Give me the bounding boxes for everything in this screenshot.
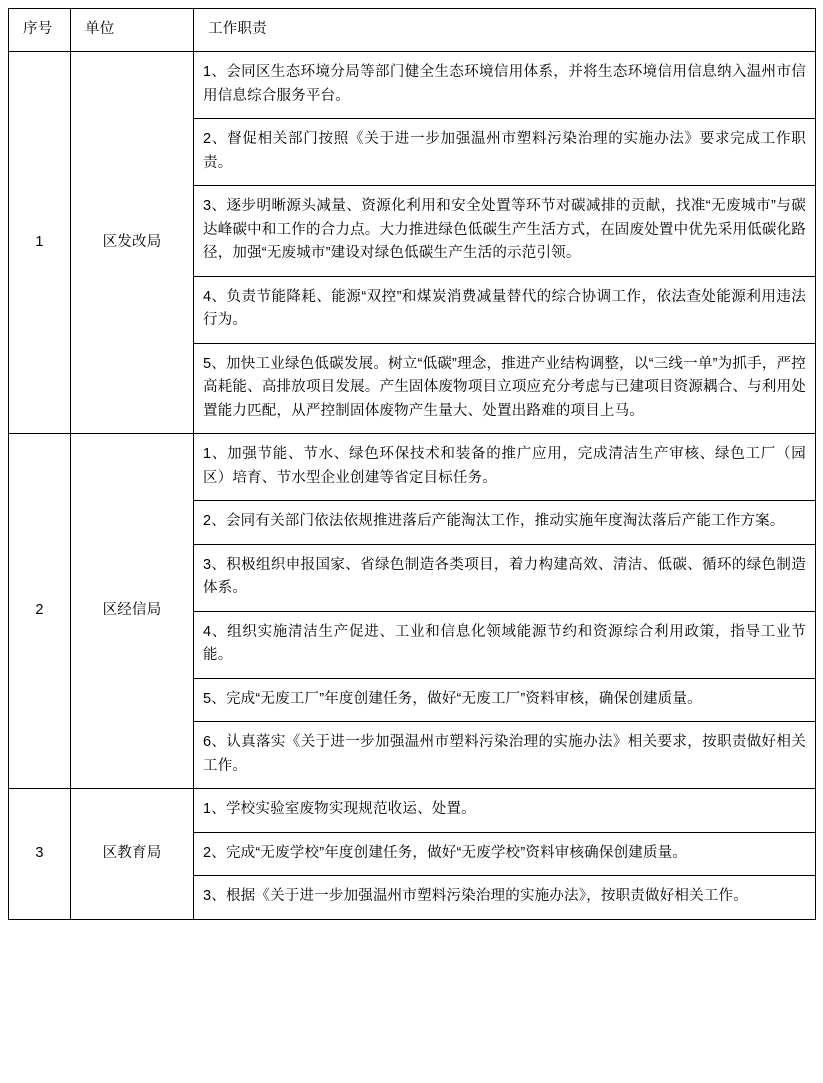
cell-unit: 区教育局	[71, 789, 194, 919]
cell-unit: 区经信局	[71, 434, 194, 789]
cell-duty-item: 1、加强节能、节水、绿色环保技术和装备的推广应用，完成清洁生产审核、绿色工厂（园区）培育、节水型企业创建等省定目标任务。	[194, 434, 816, 501]
column-header-unit: 单位	[71, 9, 194, 52]
cell-seq: 1	[9, 52, 71, 434]
duty-assignment-table	[8, 8, 816, 920]
table-row	[9, 434, 816, 501]
cell-duty-item: 4、负责节能降耗、能源“双控”和煤炭消费减量替代的综合协调工作，依法查处能源利用违法行为。	[194, 276, 816, 343]
table-row	[9, 789, 816, 832]
table-body	[9, 9, 816, 920]
cell-duty-item: 2、督促相关部门按照《关于进一步加强温州市塑料污染治理的实施办法》要求完成工作职责。	[194, 119, 816, 186]
cell-duty-item: 3、积极组织申报国家、省绿色制造各类项目，着力构建高效、清洁、低碳、循环的绿色制造体系。	[194, 544, 816, 611]
column-header-seq: 序号	[9, 9, 71, 52]
cell-duty-item: 1、会同区生态环境分局等部门健全生态环境信用体系，并将生态环境信用信息纳入温州市信用信息综合服务平台。	[194, 52, 816, 119]
cell-unit: 区发改局	[71, 52, 194, 434]
cell-duty-item: 6、认真落实《关于进一步加强温州市塑料污染治理的实施办法》相关要求，按职责做好相关工作。	[194, 722, 816, 789]
cell-duty-item: 4、组织实施清洁生产促进、工业和信息化领域能源节约和资源综合利用政策，指导工业节能。	[194, 611, 816, 678]
cell-duty-item: 5、加快工业绿色低碳发展。树立“低碳”理念，推进产业结构调整，以“三线一单”为抓手，严控高耗能、高排放项目发展。产生固体废物项目立项应充分考虑与已建项目资源耦合、与利用处置能力匹配，从严控制固体废物产生量大、处置出路难的项目上马。	[194, 343, 816, 433]
cell-duty-item: 1、学校实验室废物实现规范收运、处置。	[194, 789, 816, 832]
cell-seq: 3	[9, 789, 71, 919]
cell-duty-item: 3、逐步明晰源头减量、资源化利用和安全处置等环节对碳减排的贡献，找准“无废城市”与碳达峰碳中和工作的合力点。大力推进绿色低碳生产生活方式，在固废处置中优先采用低碳化路径，加强“无废城市”建设对绿色低碳生产生活的示范引领。	[194, 186, 816, 276]
cell-seq: 2	[9, 434, 71, 789]
cell-duty-item: 2、会同有关部门依法依规推进落后产能淘汰工作，推动实施年度淘汰落后产能工作方案。	[194, 501, 816, 544]
table-row	[9, 52, 816, 119]
table-header-row	[9, 9, 816, 52]
cell-duty-item: 2、完成“无废学校”年度创建任务，做好“无废学校”资料审核确保创建质量。	[194, 832, 816, 875]
cell-duty-item: 5、完成“无废工厂”年度创建任务，做好“无废工厂”资料审核，确保创建质量。	[194, 678, 816, 721]
cell-duty-item: 3、根据《关于进一步加强温州市塑料污染治理的实施办法》，按职责做好相关工作。	[194, 876, 816, 919]
column-header-duty: 工作职责	[194, 9, 816, 52]
